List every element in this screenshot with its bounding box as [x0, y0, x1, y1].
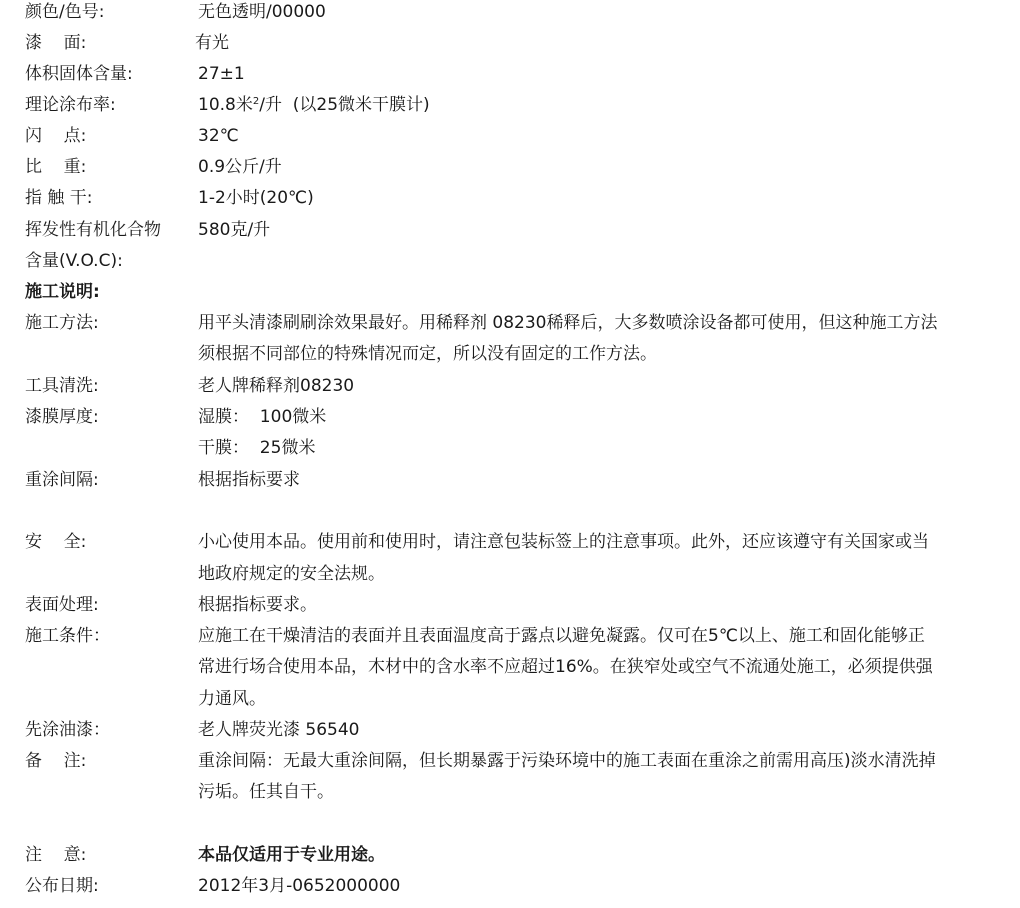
- conditions-text-line3: 力通风。: [198, 689, 266, 709]
- application-heading: 施工说明:: [25, 282, 100, 302]
- voc-value: 580克/升: [198, 220, 271, 240]
- conditions-text-line1: 应施工在干燥清洁的表面并且表面温度高于露点以避免凝露。仅可在5℃以上、施工和固化能够正: [198, 626, 925, 646]
- solids-label: 体积固体含量:: [25, 64, 133, 84]
- remarks-text-line2: 污垢。任其自干。: [198, 782, 334, 802]
- method-label: 施工方法:: [25, 313, 99, 333]
- gravity-label: 比 重:: [25, 157, 87, 177]
- recoat-label: 重涂间隔:: [25, 470, 99, 490]
- primer-label: 先涂油漆：: [25, 720, 110, 740]
- safety-label: 安 全:: [25, 532, 87, 552]
- gravity-value: 0.9公斤/升: [198, 157, 282, 177]
- notice-label: 注 意:: [25, 845, 87, 865]
- published-value: 2012年3月-0652000000: [198, 876, 401, 896]
- thickness-dry: 干膜： 25微米: [198, 438, 316, 458]
- solids-value: 27±1: [198, 64, 245, 84]
- primer-value: 老人牌荧光漆 56540: [198, 720, 360, 740]
- safety-text-line1: 小心使用本品。使用前和使用时，请注意包装标签上的注意事项。此外，还应该遵守有关国家或当: [198, 532, 929, 552]
- touch-dry-value: 1-2小时(20℃): [198, 188, 314, 208]
- finish-label: 漆 面:: [25, 33, 87, 53]
- flash-point-value: 32℃: [198, 126, 239, 146]
- coverage-label: 理论涂布率:: [25, 95, 116, 115]
- safety-text-line2: 地政府规定的安全法规。: [198, 564, 385, 584]
- recoat-value: 根据指标要求: [198, 470, 300, 490]
- conditions-label: 施工条件：: [25, 626, 110, 646]
- finish-value: 有光: [195, 33, 229, 53]
- conditions-text-line2: 常进行场合使用本品，木材中的含水率不应超过16%。在狭窄处或空气不流通处施工，必须提供强: [198, 657, 933, 677]
- voc-label-line1: 挥发性有机化合物: [25, 220, 161, 240]
- coverage-value: 10.8米$^2$/升 (以25微米干膜计): [198, 95, 430, 115]
- flash-point-label: 闪 点:: [25, 126, 87, 146]
- touch-dry-label: 指 触 干:: [25, 188, 93, 208]
- thickness-label: 漆膜厚度:: [25, 407, 99, 427]
- remarks-text-line1: 重涂间隔：无最大重涂间隔，但长期暴露于污染环境中的施工表面在重涂之前需用高压)淡水清洗掉: [198, 751, 936, 771]
- color-value: 无色透明/00000: [198, 2, 326, 22]
- surface-value: 根据指标要求。: [198, 595, 317, 615]
- method-text-line1: 用平头清漆刷刷涂效果最好。用稀释剂 08230稀释后，大多数喷涂设备都可使用，但这种施工方法: [198, 313, 938, 333]
- cleaning-value: 老人牌稀释剂08230: [198, 376, 355, 396]
- method-text-line2: 须根据不同部位的特殊情况而定，所以没有固定的工作方法。: [198, 344, 657, 364]
- color-label: 颜色/色号:: [25, 2, 105, 22]
- voc-label-line2: 含量(V.O.C):: [25, 251, 123, 271]
- thickness-wet: 湿膜： 100微米: [198, 407, 327, 427]
- surface-label: 表面处理:: [25, 595, 99, 615]
- cleaning-label: 工具清洗:: [25, 376, 99, 396]
- remarks-label: 备 注:: [25, 751, 87, 771]
- published-label: 公布日期:: [25, 876, 99, 896]
- notice-value: 本品仅适用于专业用途。: [198, 845, 385, 865]
